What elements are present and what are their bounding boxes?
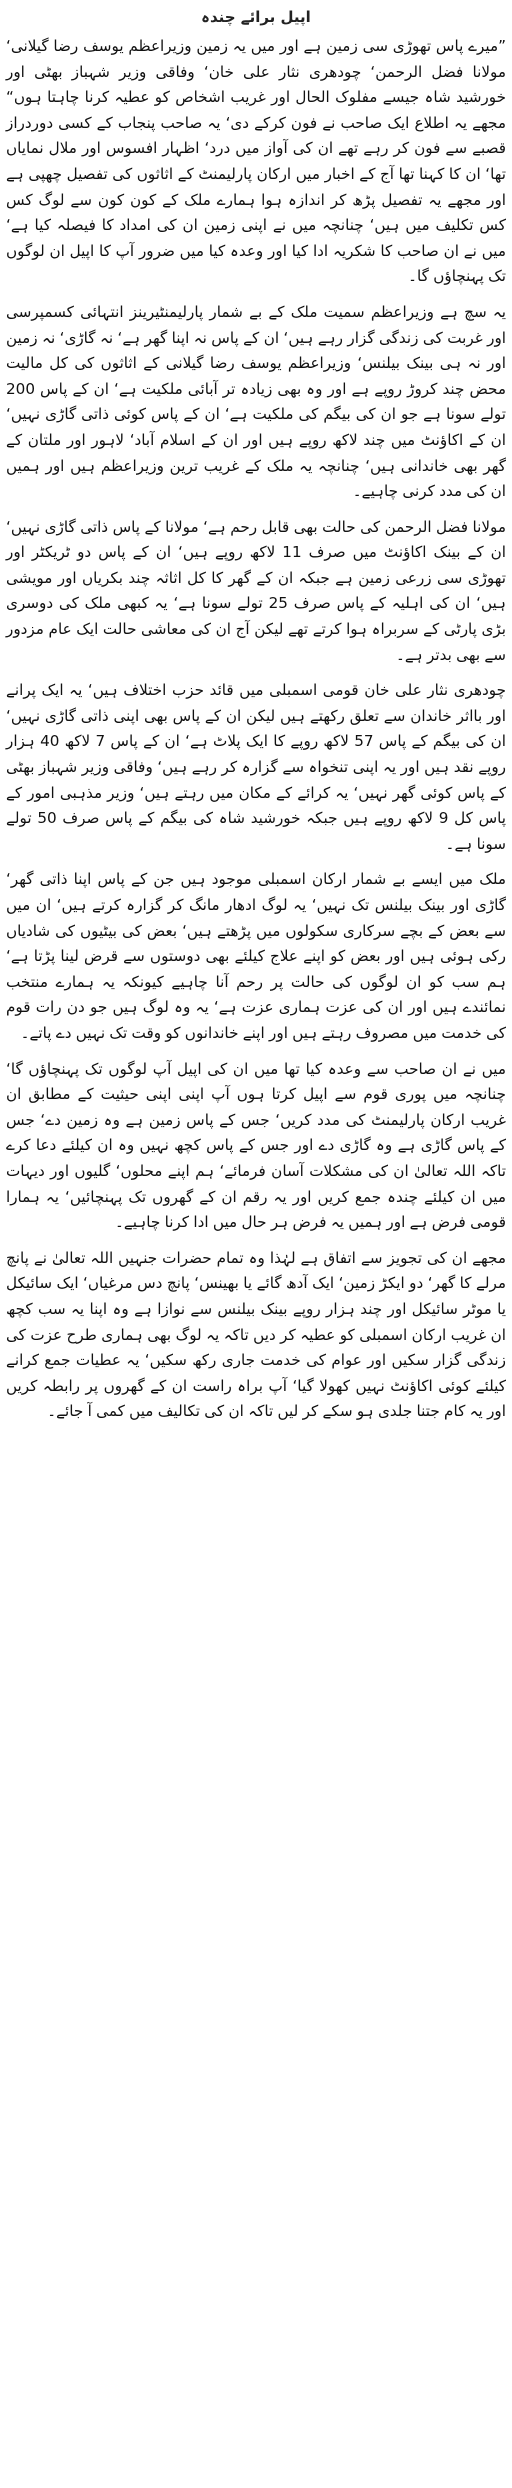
column-title: اپیل برائے چندہ: [201, 8, 311, 26]
paragraph: میں نے ان صاحب سے وعدہ کیا تھا میں ان کی اپیل آپ لوگوں تک پہنچاؤں گا‘ چنانچہ میں پوری قوم سے اپیل کرتا ہوں آپ اپنی اپنی حیثیت کے مطابق ان غریب ارکان پارلیمنٹ کی مدد کریں‘ جس کے پاس زمین ہے وہ زمین دے‘ جس کے پاس گاڑی ہے وہ گاڑی دے اور جس کے پاس کچھ نہیں وہ ان کیلئے دعا کرے تاکہ اللہ تعالیٰ ان کی مشکلات آسان فرمائے‘ ہم اپنے محلوں‘ گلیوں اور دیہات میں ان کیلئے چندہ جمع کریں اور یہ رقم ان کے گھروں تک پہنچائیں‘ یہ ہمارا قومی فرض ہے اور ہمیں یہ فرض ہر حال میں ادا کرنا چاہیے۔: [6, 1059, 506, 1232]
column-body: [6, 34, 506, 1425]
paragraph: مجھے ان کی تجویز سے اتفاق ہے لہٰذا وہ تمام حضرات جنہیں اللہ تعالیٰ نے پانچ مرلے کا گھر‘ دو ایکڑ زمین‘ ایک آدھ گائے یا بھینس‘ پانچ دس مرغیاں‘ ایک سائیکل یا موٹر سائیکل اور چند ہزار روپے بینک بیلنس سے نوازا ہے وہ اپنا یہ سب کچھ ان غریب ارکان اسمبلی کو عطیہ کر دیں تاکہ یہ لوگ بھی ہماری طرح عزت کی زندگی گزار سکیں اور عوام کی خدمت جاری رکھ سکیں‘ یہ عطیات جمع کرانے کیلئے کوئی اکاؤنٹ نہیں کھولا گیا‘ آپ براہ راست ان کے گھروں پر رابطہ کریں اور یہ کام جتنا جلدی ہو سکے کر لیں تاکہ ان کی تکالیف میں کمی آ جائے۔: [6, 1248, 506, 1421]
paragraph: ”میرے پاس تھوڑی سی زمین ہے اور میں یہ زمین وزیراعظم یوسف رضا گیلانی‘ مولانا فضل الرحمن‘ چودھری نثار علی خان‘ وفاقی وزیر شہباز بھٹی اور خورشید شاہ جیسے مفلوک الحال اور غریب اشخاص کو عطیہ کرنا چاہتا ہوں“ مجھے یہ اطلاع ایک صاحب نے فون کرکے دی‘ یہ صاحب پنجاب کے کسی دوردراز قصبے سے فون کر رہے تھے ان کی آواز میں درد‘ اظہار افسوس اور ملال نمایاں تھا‘ ان کا کہنا تھا آج کے اخبار میں ارکان پارلیمنٹ کے اثاثوں کی تفصیل چھپی ہے اور مجھے یہ تفصیل پڑھ کر اندازہ ہوا ہمارے ملک کے کون کون سے لوگ کس کس تکلیف میں ہیں‘ چنانچہ میں نے اپنی زمین ان کی امداد کا فیصلہ کیا ہے‘ میں نے ان صاحب کا شکریہ ادا کیا اور وعدہ کیا میں ضرور آپ کا اپیل ان لوگوں تک پہنچاؤں گا۔: [6, 37, 506, 286]
paragraph: ملک میں ایسے بے شمار ارکان اسمبلی موجود ہیں جن کے پاس اپنا ذاتی گھر‘ گاڑی اور بینک بیلنس تک نہیں‘ یہ لوگ ادھار مانگ کر گزارہ کرتے ہیں‘ ان میں سے بعض کے بچے سرکاری سکولوں میں پڑھتے ہیں‘ بعض کی بیٹیوں کی شادیاں رکی ہوئی ہیں اور بعض کو اپنے علاج کیلئے بھی دوستوں سے قرض لینا پڑتا ہے‘ ہم سب کو ان لوگوں کی حالت پر رحم آنا چاہیے کیونکہ یہ ہمارے منتخب نمائندے ہیں اور ان کی عزت ہماری عزت ہے‘ یہ وہ لوگ ہیں جو دن رات قوم کی خدمت میں مصروف رہتے ہیں اور اپنے خاندانوں کو وقت تک نہیں دے پاتے۔: [6, 870, 506, 1042]
paragraph: چودھری نثار علی خان قومی اسمبلی میں قائد حزب اختلاف ہیں‘ یہ ایک پرانے اور بااثر خاندان سے تعلق رکھتے ہیں لیکن ان کے پاس بھی اپنی ذاتی گاڑی نہیں‘ ان کی بیگم کے پاس 57 لاکھ روپے کا ایک پلاٹ ہے‘ ان کے پاس 7 لاکھ 40 ہزار روپے نقد ہیں اور یہ اپنی تنخواہ سے گزارہ کر رہے ہیں‘ وفاقی وزیر شہباز بھٹی کے پاس کوئی گھر نہیں‘ یہ کرائے کے مکان میں رہتے ہیں‘ وزیر مذہبی امور کے پاس کل 9 لاکھ روپے ہیں جبکہ خورشید شاہ کی بیگم کے پاس صرف 50 تولے سونا ہے۔: [6, 681, 506, 853]
paragraph: یہ سچ ہے وزیراعظم سمیت ملک کے بے شمار پارلیمنٹیرینز انتہائی کسمپرسی اور غربت کی زندگی گزار رہے ہیں‘ ان کے پاس نہ اپنا گھر ہے‘ نہ گاڑی‘ نہ زمین اور نہ ہی بینک بیلنس‘ وزیراعظم یوسف رضا گیلانی کے اثاثوں کی کل مالیت محض چند کروڑ روپے ہے اور وہ بھی زیادہ تر آبائی ملکیت ہے‘ ان کے پاس 200 تولے سونا ہے جو ان کی بیگم کی ملکیت ہے‘ ان کے پاس کوئی ذاتی گاڑی نہیں‘ ان کے اکاؤنٹ میں چند لاکھ روپے ہیں اور ان کے اسلام آباد‘ لاہور اور ملتان کے گھر بھی خاندانی ہیں‘ چنانچہ یہ ملک کے غریب ترین وزیراعظم ہیں اور ہمیں ان کی مدد کرنی چاہیے۔: [6, 302, 506, 501]
paragraph: مولانا فضل الرحمن کی حالت بھی قابل رحم ہے‘ مولانا کے پاس ذاتی گاڑی نہیں‘ ان کے بینک اکاؤنٹ میں صرف 11 لاکھ روپے ہیں‘ ان کے پاس دو ٹریکٹر اور تھوڑی سی زرعی زمین ہے جبکہ ان کے گھر کا کل اثاثہ چند بکریاں اور مویشی ہیں‘ ان کی اہلیہ کے پاس صرف 25 تولے سونا ہے‘ یہ کبھی ملک کی دوسری بڑی پارٹی کے سربراہ ہوا کرتے تھے لیکن آج ان کی معاشی حالت ایک عام مزدور سے بھی بدتر ہے۔: [6, 517, 506, 664]
